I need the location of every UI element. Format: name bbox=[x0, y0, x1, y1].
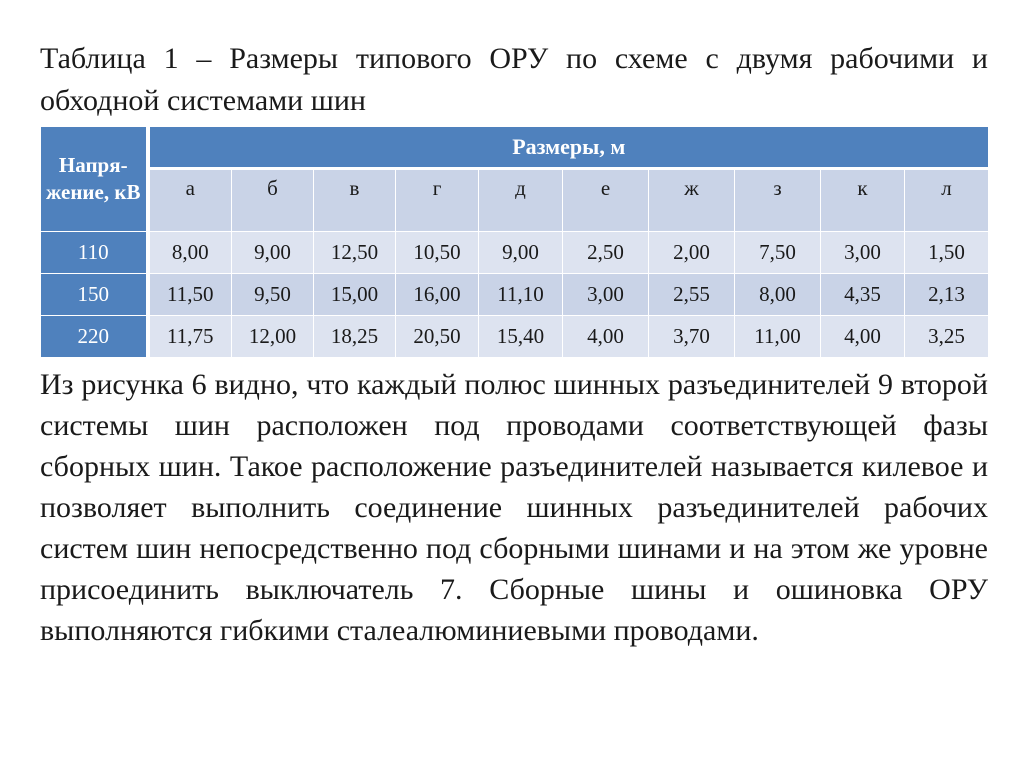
table-cell: 2,13 bbox=[905, 274, 989, 316]
table-cell: 3,25 bbox=[905, 316, 989, 358]
table-cell: 12,00 bbox=[232, 316, 314, 358]
table-cell: 2,55 bbox=[649, 274, 735, 316]
table-cell: 2,50 bbox=[563, 232, 649, 274]
table-row bbox=[41, 232, 989, 274]
table-cell: 4,00 bbox=[821, 316, 905, 358]
table-cell: 10,50 bbox=[396, 232, 479, 274]
table-cell: 4,00 bbox=[563, 316, 649, 358]
table-cell: 4,35 bbox=[821, 274, 905, 316]
table-cell: 15,00 bbox=[314, 274, 396, 316]
table-row bbox=[41, 316, 989, 358]
table-cell: 11,75 bbox=[148, 316, 232, 358]
column-header-l: л bbox=[905, 169, 989, 232]
dimensions-table bbox=[40, 126, 989, 358]
table-cell: 15,40 bbox=[479, 316, 563, 358]
table-cell: 8,00 bbox=[148, 232, 232, 274]
table-cell: 9,50 bbox=[232, 274, 314, 316]
column-header-a: а bbox=[148, 169, 232, 232]
table-cell: 3,00 bbox=[821, 232, 905, 274]
body-paragraph: Из рисунка 6 видно, что каждый полюс шинных разъединителей 9 второй системы шин расположен под проводами соответствующей фазы сборных шин. Такое расположение разъединителей называется килевое и позволяет выполнить соединение шинных разъединителей рабочих систем шин непосредственно под сборными шинами и на этом же уровне присоединить выключатель 7. Сборные шины и ошиновка ОРУ выполняются гибкими сталеалюминиевыми проводами. bbox=[40, 368, 988, 647]
table-cell: 11,10 bbox=[479, 274, 563, 316]
table-cell: 9,00 bbox=[479, 232, 563, 274]
table-cell: 3,70 bbox=[649, 316, 735, 358]
column-header-g: г bbox=[396, 169, 479, 232]
column-header-zh: ж bbox=[649, 169, 735, 232]
column-header-z: з bbox=[735, 169, 821, 232]
table-cell: 7,50 bbox=[735, 232, 821, 274]
table-cell: 11,50 bbox=[148, 274, 232, 316]
voltage-header: Напря-жение, кВ bbox=[41, 127, 148, 232]
table-caption: Таблица 1 – Размеры типового ОРУ по схеме с двумя рабочими и обходной системами шин bbox=[40, 42, 988, 117]
column-header-k: к bbox=[821, 169, 905, 232]
voltage-cell: 220 bbox=[41, 316, 148, 358]
table-cell: 11,00 bbox=[735, 316, 821, 358]
voltage-cell: 110 bbox=[41, 232, 148, 274]
sizes-header: Размеры, м bbox=[148, 127, 989, 169]
column-header-e: е bbox=[563, 169, 649, 232]
table-cell: 2,00 bbox=[649, 232, 735, 274]
dimensions-table-container bbox=[40, 126, 988, 348]
voltage-cell: 150 bbox=[41, 274, 148, 316]
table-cell: 20,50 bbox=[396, 316, 479, 358]
column-header-d: д bbox=[479, 169, 563, 232]
table-cell: 1,50 bbox=[905, 232, 989, 274]
table-cell: 9,00 bbox=[232, 232, 314, 274]
table-cell: 8,00 bbox=[735, 274, 821, 316]
table-cell: 18,25 bbox=[314, 316, 396, 358]
table-cell: 3,00 bbox=[563, 274, 649, 316]
table-row bbox=[41, 274, 989, 316]
column-header-v: в bbox=[314, 169, 396, 232]
column-header-b: б bbox=[232, 169, 314, 232]
table-cell: 12,50 bbox=[314, 232, 396, 274]
table-cell: 16,00 bbox=[396, 274, 479, 316]
